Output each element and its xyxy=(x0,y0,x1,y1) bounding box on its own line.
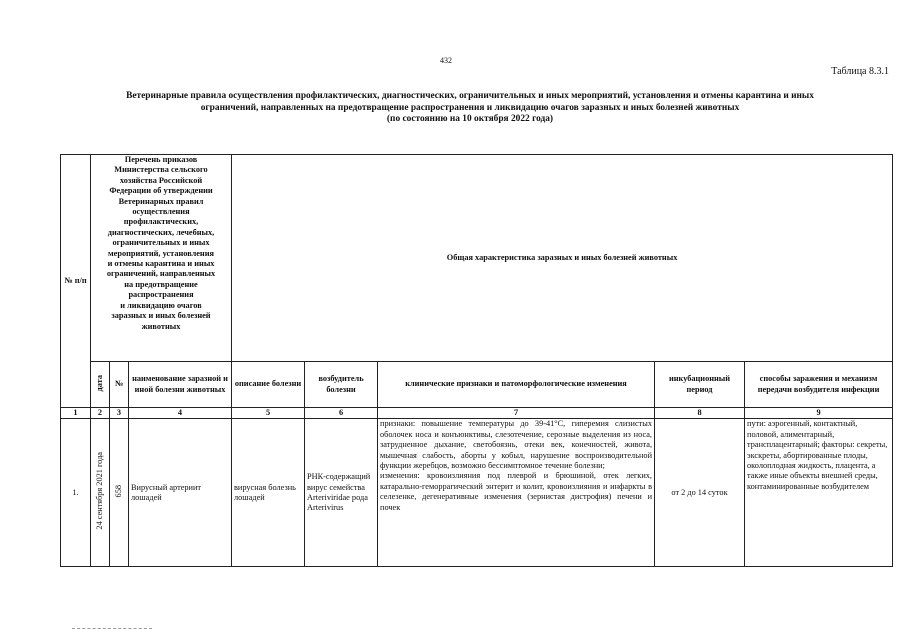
header-transmission: способы заражения и механизм передачи возбудителя инфекции xyxy=(745,362,893,408)
row-date-text: 24 сентября 2021 года xyxy=(94,452,104,530)
header-order-no: № xyxy=(110,362,129,408)
orders-line: распространения xyxy=(128,290,194,300)
row-incubation: от 2 до 14 суток xyxy=(655,419,745,567)
orders-line: профилактических, xyxy=(123,217,199,227)
col-number: 9 xyxy=(745,408,893,419)
title-line: (по состоянию на 10 октября 2022 года) xyxy=(386,114,554,124)
header-num: № п/п xyxy=(61,155,91,408)
col-number: 5 xyxy=(232,408,305,419)
row-disease: Вирусный артериит лошадей xyxy=(129,419,232,567)
header-incubation: инкубационный период xyxy=(655,362,745,408)
orders-line: Министерства сельского xyxy=(114,165,208,175)
row-clinical xyxy=(378,419,655,567)
orders-line: Федерации об утверждении xyxy=(109,186,213,196)
orders-line: Ветеринарных правил xyxy=(118,196,204,206)
footer-mark xyxy=(72,628,152,633)
orders-line: осуществления xyxy=(132,207,190,217)
orders-line: и ликвидацию очагов xyxy=(120,300,202,310)
orders-line: заразных и иных болезней xyxy=(111,311,211,321)
regulations-table xyxy=(60,154,893,567)
header-orders xyxy=(91,155,232,362)
header-general: Общая характеристика заразных и иных болезней животных xyxy=(232,155,893,362)
clinical-changes: изменения: кровоизлияния под плеврой и брюшиной, отек легких, катарально-геморрагический энтерит и колит, кровоизлияния и инфаркты в селезенке, дегенеративные изменения (зернистая дистрофия) печени и почек xyxy=(380,471,653,512)
orders-line: и отмены карантина и иных xyxy=(107,259,215,269)
header-disease-name: наименование заразной и иной болезни животных xyxy=(129,362,232,408)
col-number: 4 xyxy=(129,408,232,419)
clinical-signs: признаки: повышение температуры до 39-41°C, гиперемия слизистых оболочек носа и конъюнктивы, слезотечение, серозные выделения из носа, затрудненное дыхание, светобоязнь, отеки век, конечностей, живота, мышечная слабость, аборты у кобыл, нарушение воспроизводительной функции жеребцов, возможно бессимптомное течение болезни; xyxy=(380,419,653,471)
orders-line: хозяйства Российской xyxy=(119,175,203,185)
col-number: 1 xyxy=(61,408,91,419)
col-number: 8 xyxy=(655,408,745,419)
row-date xyxy=(91,419,110,567)
header-clinical: клинические признаки и патоморфологические изменения xyxy=(378,362,655,408)
col-number: 7 xyxy=(378,408,655,419)
orders-line: на предотвращение xyxy=(124,279,198,289)
row-description: вирусная болезнь лошадей xyxy=(232,419,305,567)
row-order-no xyxy=(110,419,129,567)
header-agent: возбудитель болезни xyxy=(305,362,378,408)
orders-line: мероприятий, установления xyxy=(108,248,214,258)
table-number: Таблица 8.3.1 xyxy=(831,66,889,77)
col-number: 3 xyxy=(110,408,129,419)
orders-line: ограничительных и иных xyxy=(112,238,210,248)
table-row xyxy=(61,419,893,567)
orders-line: Перечень приказов xyxy=(124,155,198,164)
row-num: 1. xyxy=(61,419,91,567)
orders-line: ограничений, направленных xyxy=(106,269,216,279)
row-agent: РНК-содержащий вирус семейства Arteriviridae рода Arterivirus xyxy=(305,419,378,567)
row-transmission: пути: аэрогенный, контактный, половой, алиментарный, трансплацентарный; факторы: секреты, экскреты, абортированные плоды, околоплодная жидкость, плацента, а также иные объекты внешней среды, контаминированные возбудителем xyxy=(745,419,893,567)
orders-line: диагностических, лечебных, xyxy=(107,227,215,237)
document-title xyxy=(60,91,880,126)
title-line: ограничений, направленных на предотвращение распространения и ликвидацию очагов заразных и иных болезней животных xyxy=(200,102,740,113)
header-date xyxy=(91,362,110,408)
header-description: описание болезни xyxy=(232,362,305,408)
col-number: 6 xyxy=(305,408,378,419)
row-order-no-text: 658 xyxy=(113,484,123,498)
col-number: 2 xyxy=(91,408,110,419)
orders-line: животных xyxy=(141,321,181,331)
header-date-text: дата xyxy=(94,374,104,392)
title-line: Ветеринарные правила осуществления профилактических, диагностических, ограничительных и иных мероприятий, установления и отмены карантина и иных xyxy=(126,91,814,101)
page-number: 432 xyxy=(440,56,452,65)
